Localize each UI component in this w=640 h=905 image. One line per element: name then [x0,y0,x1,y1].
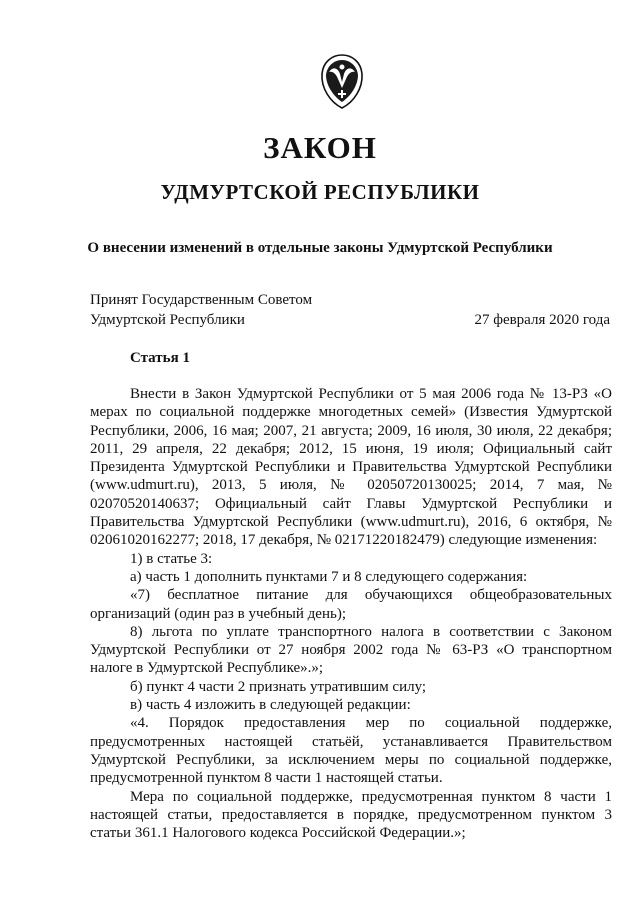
paragraph: а) часть 1 дополнить пунктами 7 и 8 следующего содержания: [130,568,528,585]
adoption-line-1: Принят Государственным Советом [90,292,313,308]
adoption-line-2: Удмуртской Республики [90,312,245,328]
document-title: ЗАКОН [263,130,377,165]
adoption-date: 27 февраля 2020 года [474,312,610,328]
document-subtitle: УДМУРТСКОЙ РЕСПУБЛИКИ [160,180,480,204]
paragraph: «4. Порядок предоставления мер по социальной поддержке, предусмотренных настоящей статьёй, устанавливается Правительством Удмуртской Республики, за исключением меры по социальной поддержке, предусмотренной пунктом 8 части 1 настоящей статьи. [90,715,612,787]
coat-of-arms-icon [318,52,366,110]
article-title: Статья 1 [130,350,190,366]
paragraph: Внести в Закон Удмуртской Республики от 5 мая 2006 года № 13-РЗ «О мерах по социальной поддержке многодетных семей» (Известия Удмуртской Республики, 2006, 16 мая; 2007, 21 августа; 2009, 16 июля, 30 июля, 22 декабря; 2011, 29 апреля, 22 декабря; 2012, 15 июня, 19 июля; Официальный сайт Президента Удмуртской Республики и Правительства Удмуртской Республики (www.udmurt.ru), 2013, 5 июля, № 02050720130025; 2014, 7 мая, № 02070520140637; Официальный сайт Главы Удмуртской Республики и Правительства Удмуртской Республики (www.udmurt.ru), 2016, 6 октября, № 02061020162277; 2018, 17 декабря, № 02171220182479) следующие изменения: [90,386,612,549]
paragraph: 1) в статье 3: [130,550,213,567]
law-name: О внесении изменений в отдельные законы Удмуртской Республики [87,240,553,256]
paragraph: «7) бесплатное питание для обучающихся общеобразовательных организаций (один раз в учебный день); [90,587,612,622]
paragraph: 8) льгота по уплате транспортного налога в соответствии с Законом Удмуртской Республики от 27 ноября 2002 года № 63-РЗ «О транспортном налоге в Удмуртской Республике».»; [90,623,612,677]
adoption-info [90,290,312,330]
document-body [90,385,612,842]
paragraph: Мера по социальной поддержке, предусмотренная пунктом 8 части 1 настоящей статьи, предоставляется в порядке, предусмотренном пунктом 3 статьи 361.1 Налогового кодекса Российской Федерации.»; [90,788,612,842]
paragraph: б) пункт 4 части 2 признать утратившим силу; [130,678,427,695]
paragraph: в) часть 4 изложить в следующей редакции: [130,697,411,714]
